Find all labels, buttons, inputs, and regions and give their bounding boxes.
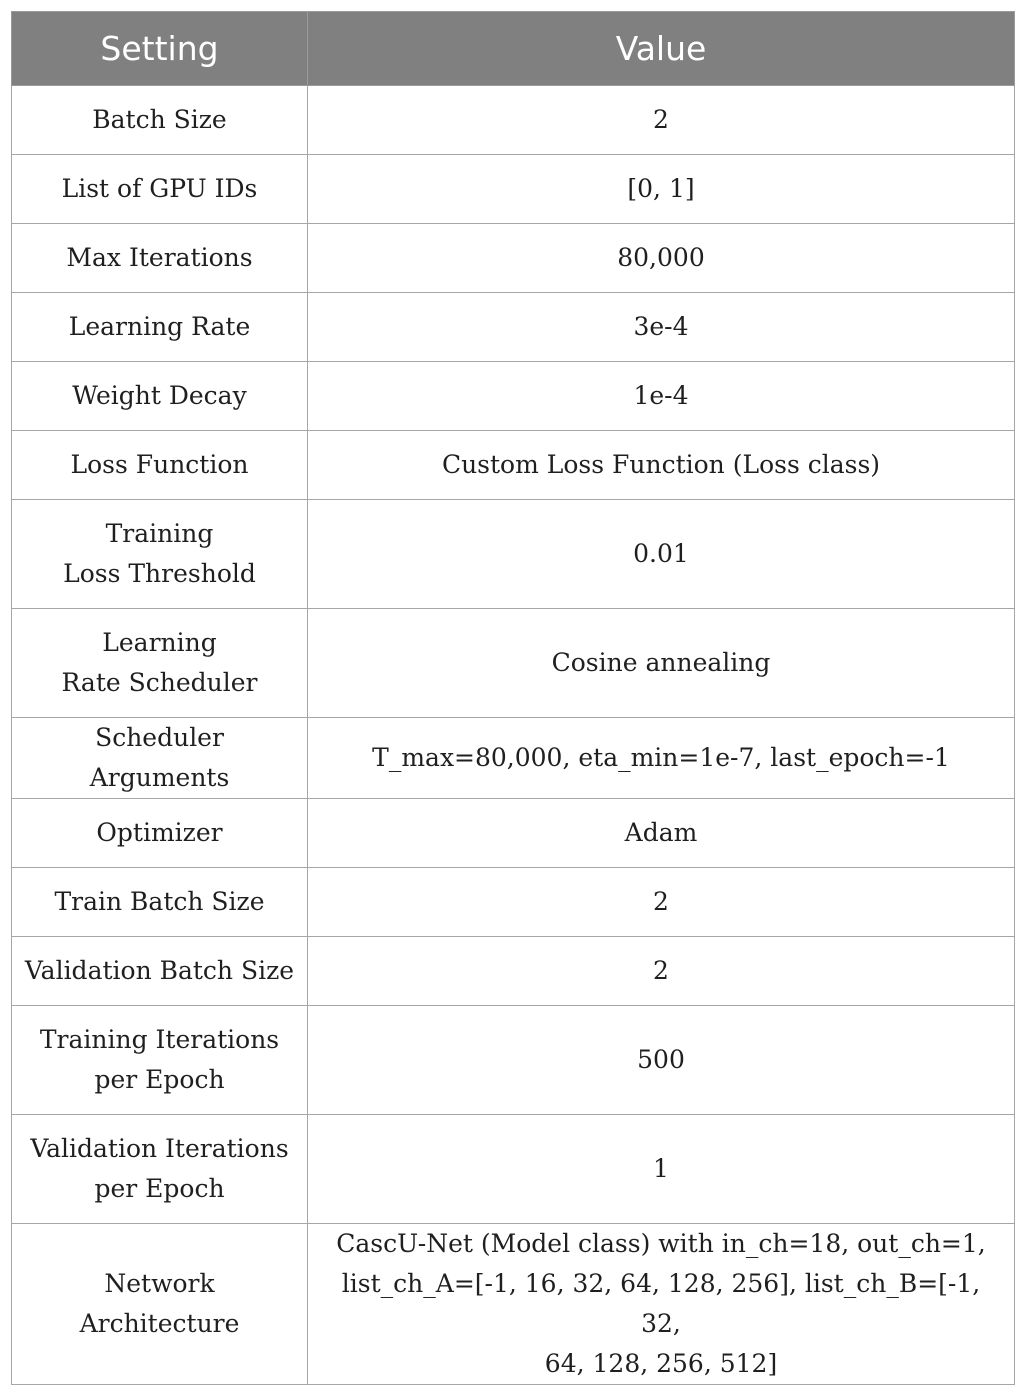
setting-text: Loss Function — [70, 450, 249, 479]
table-row — [12, 293, 1015, 362]
table-row — [12, 362, 1015, 431]
value-text: 2 — [653, 956, 669, 985]
setting-text: Train Batch Size — [54, 887, 265, 916]
setting-text: Learning Rate — [68, 312, 251, 341]
value-cell — [308, 224, 1015, 293]
value-text: 1e-4 — [633, 381, 689, 410]
value-cell — [308, 1006, 1015, 1115]
setting-text: Scheduler Arguments — [89, 723, 230, 792]
header-setting: Setting — [12, 12, 308, 86]
value-text: 2 — [653, 105, 669, 134]
table-row — [12, 500, 1015, 609]
table-row — [12, 937, 1015, 1006]
setting-cell — [12, 1224, 308, 1385]
table-row — [12, 799, 1015, 868]
value-text: 500 — [637, 1045, 685, 1074]
value-text: T_max=80,000, eta_min=1e-7, last_epoch=-1 — [372, 743, 950, 772]
value-cell — [308, 1115, 1015, 1224]
value-cell — [308, 718, 1015, 799]
value-cell — [308, 293, 1015, 362]
settings-table — [11, 11, 1015, 1385]
value-cell — [308, 799, 1015, 868]
setting-text: Max Iterations — [66, 243, 253, 272]
table-row — [12, 224, 1015, 293]
setting-cell — [12, 609, 308, 718]
setting-text: List of GPU IDs — [61, 174, 258, 203]
table-row — [12, 868, 1015, 937]
setting-text: Validation Batch Size — [24, 956, 295, 985]
value-cell — [308, 868, 1015, 937]
value-text: Cosine annealing — [551, 648, 771, 677]
value-text: Adam — [624, 818, 698, 847]
setting-cell — [12, 155, 308, 224]
value-cell — [308, 609, 1015, 718]
setting-cell — [12, 86, 308, 155]
value-text: 2 — [653, 887, 669, 916]
setting-text: Optimizer — [96, 818, 223, 847]
table-row — [12, 431, 1015, 500]
setting-text: Network Architecture — [79, 1269, 240, 1338]
setting-cell — [12, 718, 308, 799]
setting-cell — [12, 799, 308, 868]
value-text: CascU-Net (Model class) with in_ch=18, out_ch=1, list_ch_A=[-1, 16, 32, 64, 128, 256], list_ch_B=[-1, 32, 64, 128, 256, 512] — [336, 1229, 986, 1378]
value-text: 1 — [653, 1154, 669, 1183]
setting-cell — [12, 1115, 308, 1224]
value-text: 80,000 — [617, 243, 705, 272]
value-cell — [308, 431, 1015, 500]
value-cell — [308, 1224, 1015, 1385]
setting-cell — [12, 868, 308, 937]
setting-text: Validation Iterations per Epoch — [30, 1134, 289, 1203]
value-text: 3e-4 — [633, 312, 689, 341]
table-row — [12, 1115, 1015, 1224]
table-row — [12, 609, 1015, 718]
setting-text: Weight Decay — [72, 381, 247, 410]
table-row — [12, 718, 1015, 799]
value-text: 0.01 — [633, 539, 689, 568]
setting-text: Learning Rate Scheduler — [61, 628, 258, 697]
table-header-row — [12, 12, 1015, 86]
value-text: Custom Loss Function (Loss class) — [441, 450, 881, 479]
setting-cell — [12, 431, 308, 500]
setting-text: Training Loss Threshold — [63, 519, 256, 588]
table-row — [12, 1006, 1015, 1115]
setting-text: Batch Size — [92, 105, 227, 134]
value-cell — [308, 937, 1015, 1006]
setting-cell — [12, 293, 308, 362]
value-text: [0, 1] — [627, 174, 695, 203]
setting-cell — [12, 500, 308, 609]
value-cell — [308, 362, 1015, 431]
setting-cell — [12, 362, 308, 431]
value-cell — [308, 155, 1015, 224]
settings-table-container — [11, 11, 1014, 1385]
value-cell — [308, 500, 1015, 609]
value-cell — [308, 86, 1015, 155]
table-row — [12, 86, 1015, 155]
table-row — [12, 1224, 1015, 1385]
setting-cell — [12, 224, 308, 293]
table-row — [12, 155, 1015, 224]
setting-text: Training Iterations per Epoch — [39, 1025, 280, 1094]
setting-cell — [12, 937, 308, 1006]
setting-cell — [12, 1006, 308, 1115]
header-value: Value — [308, 12, 1015, 86]
